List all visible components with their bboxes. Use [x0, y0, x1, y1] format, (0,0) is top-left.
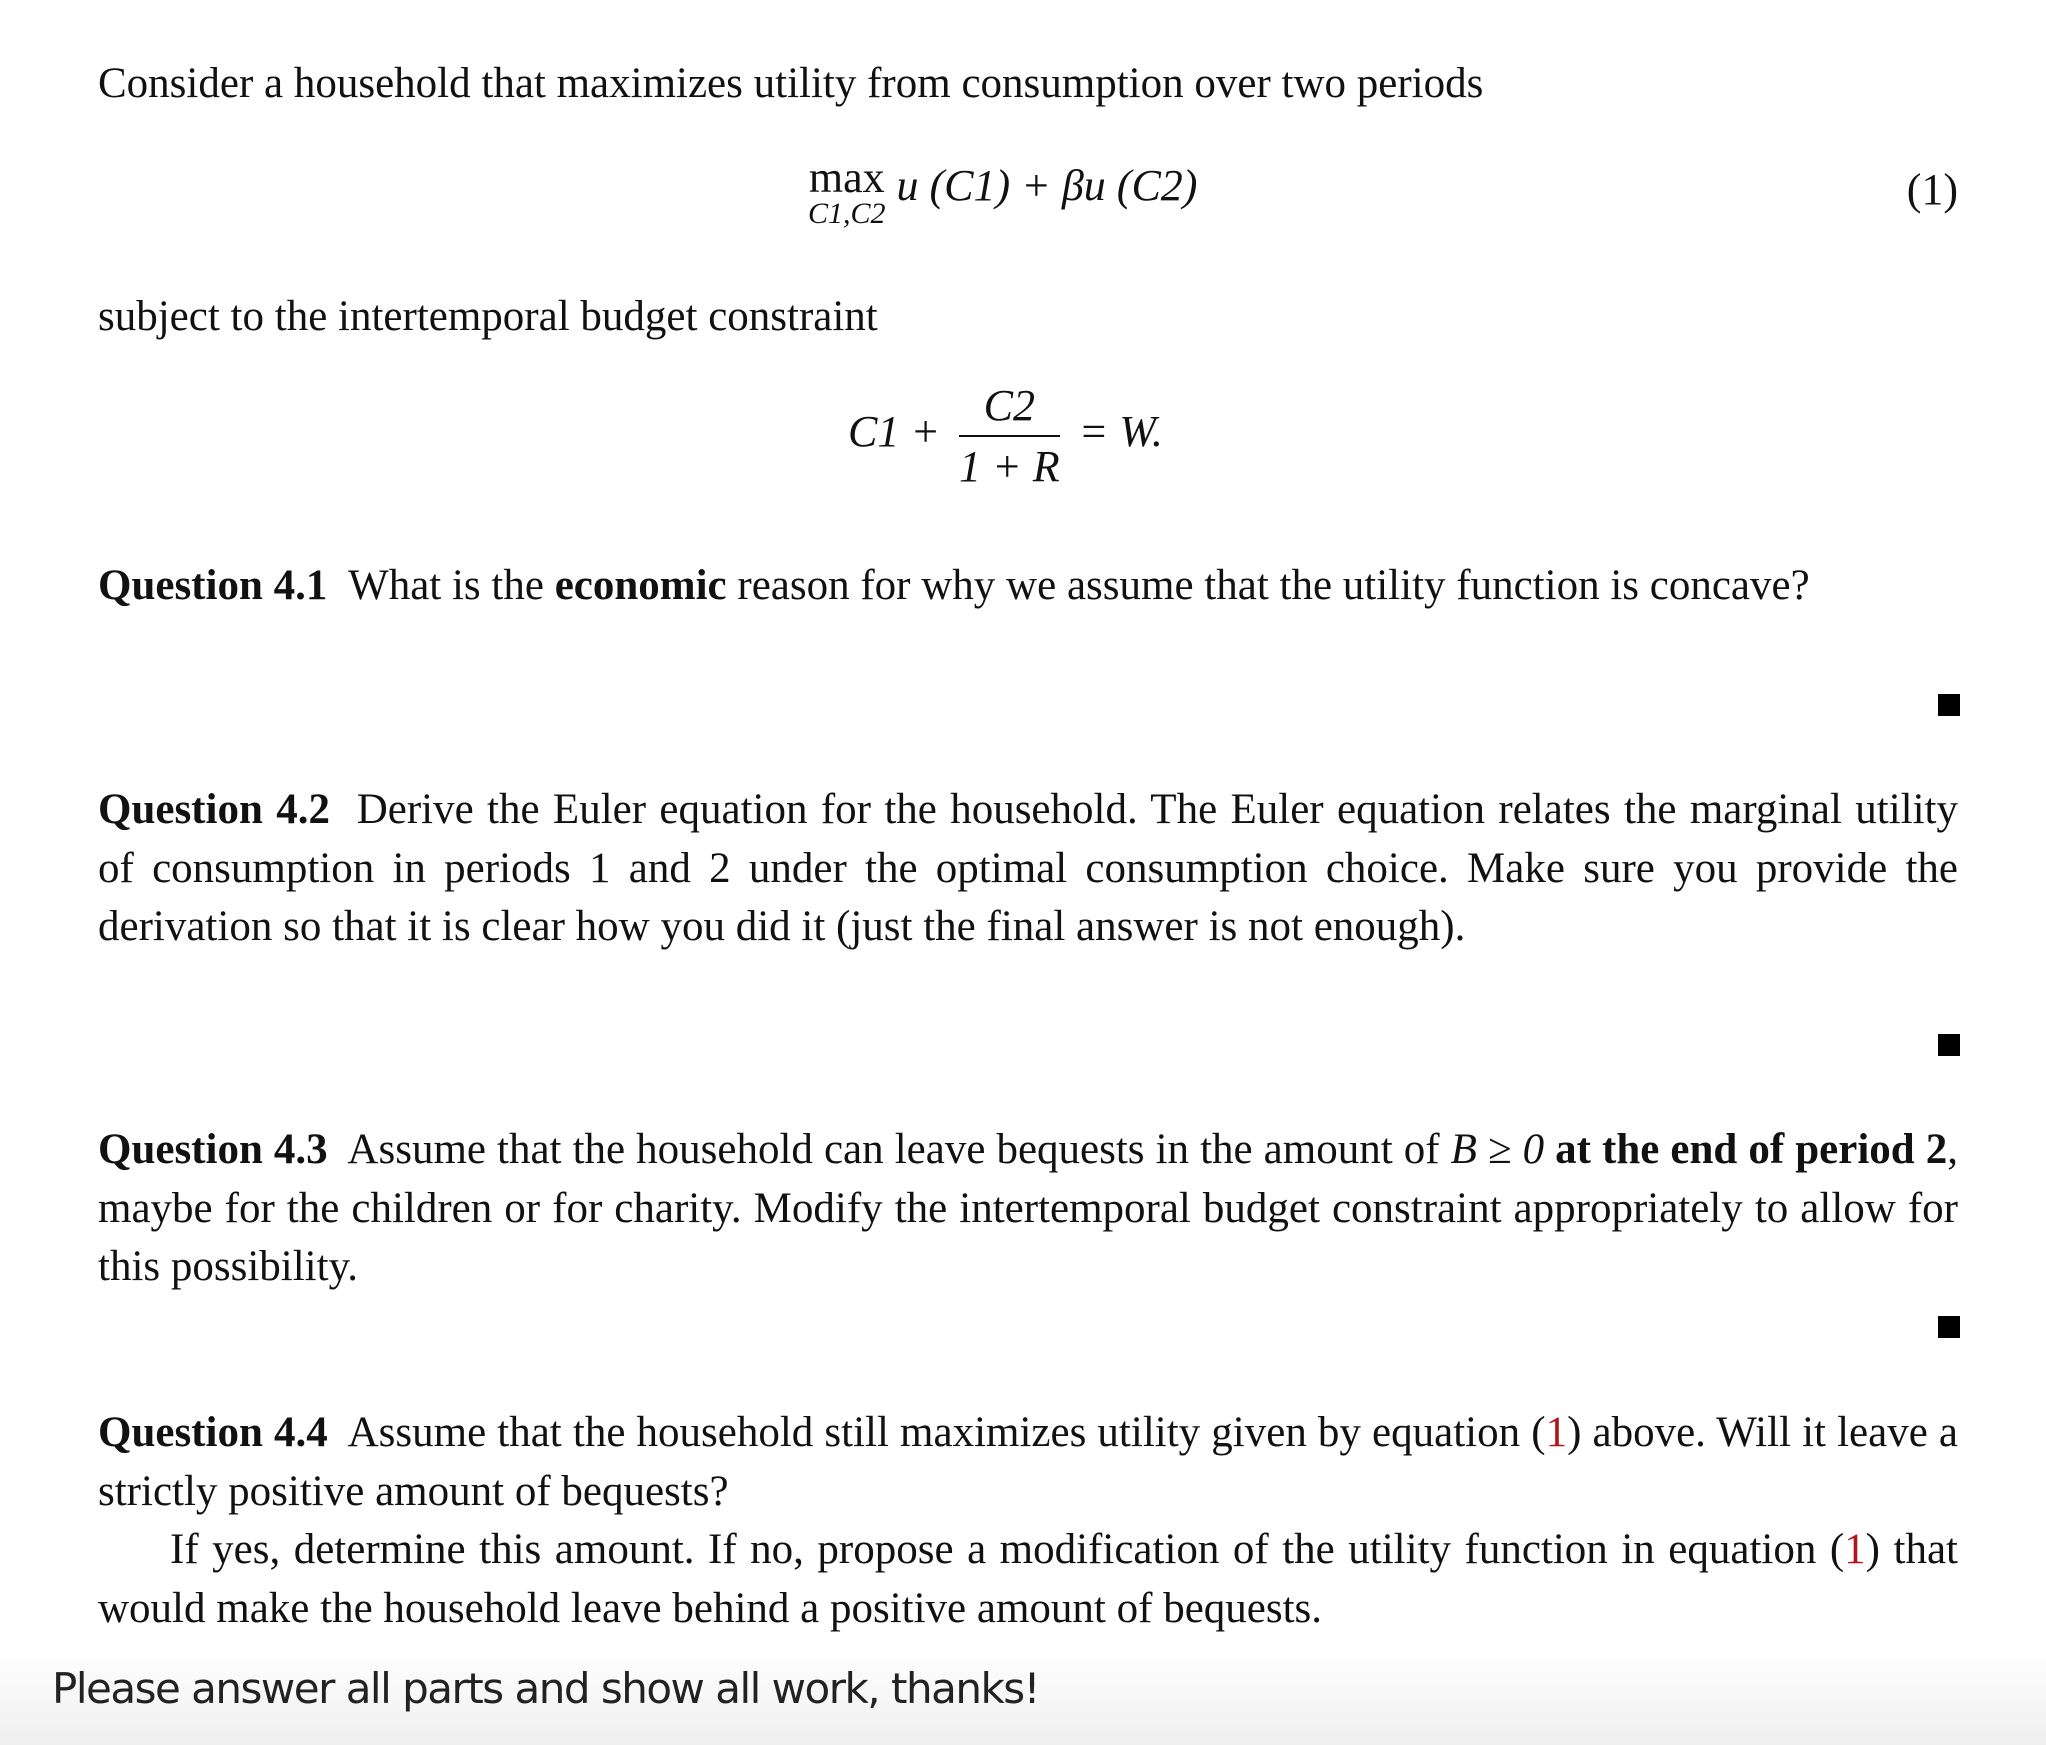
budget-constraint [848, 380, 1163, 492]
max-subscript: C1,C2 [808, 197, 886, 230]
q44-p1b: ) above. Will it leave a strictly positive amount of bequests? [98, 1409, 1958, 1515]
q41-bold: economic [554, 562, 727, 609]
q43-pre: Assume that the household can leave bequests in the amount of [347, 1126, 1440, 1173]
question-4-3 [98, 1121, 1958, 1297]
numerator: C2 [959, 380, 1060, 437]
q43-label: Question 4.3 [98, 1126, 328, 1173]
objective: u (C1) + βu (C2) [896, 161, 1198, 210]
q42-label: Question 4.2 [98, 786, 330, 833]
end-of-question-mark [1938, 1316, 1960, 1338]
footer-note: Please answer all parts and show all work, thanks! [52, 1664, 1039, 1713]
equation-ref[interactable]: 1 [1844, 1526, 1866, 1573]
rhs: = W. [1078, 407, 1163, 457]
denominator: 1 + R [959, 442, 1060, 491]
question-4-4 [98, 1404, 1958, 1638]
equation-number: (1) [1906, 165, 1958, 214]
q43-bold: at the end of period 2 [1555, 1126, 1948, 1173]
utility-equation [808, 153, 1198, 232]
equation-ref[interactable]: 1 [1545, 1409, 1568, 1456]
question-4-2 [98, 781, 1958, 957]
q43-math: B ≥ 0 [1450, 1126, 1545, 1173]
fraction [959, 380, 1060, 492]
q44-p1a: Assume that the household still maximizes utility given by equation ( [347, 1409, 1546, 1456]
end-of-question-mark [1938, 694, 1960, 716]
intro-text: Consider a household that maximizes utility from consumption over two periods [98, 60, 1484, 107]
end-of-question-mark [1938, 1034, 1960, 1056]
question-4-1 [98, 557, 1958, 616]
q44-label: Question 4.4 [98, 1409, 328, 1456]
max-operator: max [808, 153, 885, 202]
q44-p2b: ) that would make the household leave behind a positive amount of bequests. [98, 1526, 1958, 1632]
footer-bar [0, 1650, 2046, 1745]
q41-pre: What is the [348, 562, 544, 609]
lhs: C1 + [848, 407, 941, 457]
q42-text: Derive the Euler equation for the household. The Euler equation relates the marginal utility of consumption in periods 1 and 2 under the optimal consumption choice. Make sure you provide the derivation so that it is clear how you did it (just the final answer is not enough). [98, 786, 1958, 950]
q41-label: Question 4.1 [98, 562, 328, 609]
q44-p2a: If yes, determine this amount. If no, propose a modification of the utility function in equation ( [170, 1526, 1845, 1573]
constraint-intro: subject to the intertemporal budget constraint [98, 293, 878, 340]
q43-post: , maybe for the children or for charity. Modify the intertemporal budget constraint appropriately to allow for this possibility. [98, 1126, 1958, 1290]
q41-post: reason for why we assume that the utility function is concave? [737, 562, 1810, 609]
